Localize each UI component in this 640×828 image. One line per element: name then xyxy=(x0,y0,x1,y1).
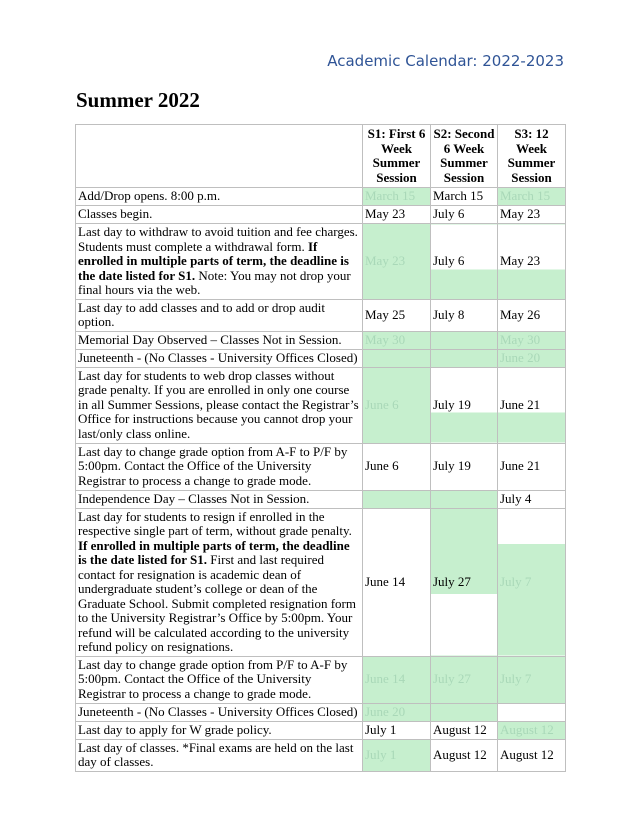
table-row xyxy=(76,206,566,224)
s3-date-cell: May 30 xyxy=(498,331,566,349)
event-text: Last day for students to resign if enrolled in the respective single part of term, without grade penalty. xyxy=(78,508,352,538)
s2-date-cell: August 12 xyxy=(431,739,498,771)
s3-date-cell: August 12 xyxy=(498,721,566,739)
s2-date-cell: July 19 xyxy=(431,443,498,490)
s3-date-cell: June 21 xyxy=(498,443,566,490)
s3-date-cell: May 23 xyxy=(498,224,566,300)
event-cell: Memorial Day Observed – Classes Not in Session. xyxy=(76,331,363,349)
event-bold-note: If enrolled in multiple parts of term, the deadline is the date listed for S1. xyxy=(78,238,349,283)
event-cell: Last day to add classes and to add or drop audit option. xyxy=(76,299,363,331)
s1-date-cell: May 30 xyxy=(363,331,431,349)
event-text: Last day to withdraw to avoid tuition and fee charges. Students must complete a withdrawal form. xyxy=(78,224,358,254)
table-row xyxy=(76,349,566,367)
s3-column-header: S3: 12 Week Summer Session xyxy=(498,125,566,188)
table-row xyxy=(76,508,566,656)
s2-date-cell: July 19 xyxy=(431,367,498,443)
page-title: Summer 2022 xyxy=(76,88,200,112)
s1-date-cell: June 6 xyxy=(363,443,431,490)
s1-date-cell xyxy=(363,349,431,367)
event-cell: Juneteenth - (No Classes - University Offices Closed) xyxy=(76,703,363,721)
s3-date-cell xyxy=(498,703,566,721)
table-row xyxy=(76,224,566,300)
s2-date-cell: July 27 xyxy=(431,656,498,703)
s1-date-cell: June 14 xyxy=(363,656,431,703)
s3-date-cell: July 7 xyxy=(498,508,566,656)
event-cell: Last day of classes. *Final exams are held on the last day of classes. xyxy=(76,739,363,771)
s2-date-cell: August 12 xyxy=(431,721,498,739)
document-header-title: Academic Calendar: 2022-2023 xyxy=(327,52,564,70)
table-row xyxy=(76,703,566,721)
table-header-row xyxy=(76,125,566,188)
event-text: First and last required contact for resignation is academic dean of undergraduate student’s college or dean of the Graduate School. Submit completed resignation form to the University Registrar’s Office by 5:00pm. Your refund will be calculated according to the university refund policy on resignations. xyxy=(78,552,356,654)
s1-column-header: S1: First 6 Week Summer Session xyxy=(363,125,431,188)
table-row xyxy=(76,367,566,443)
event-cell xyxy=(76,508,363,656)
table-row xyxy=(76,188,566,206)
s1-date-cell: May 23 xyxy=(363,206,431,224)
s1-date-cell: July 1 xyxy=(363,739,431,771)
event-cell: Last day to apply for W grade policy. xyxy=(76,721,363,739)
event-cell: Last day to change grade option from P/F to A-F by 5:00pm. Contact the Office of the University Registrar to process a change to grade mode. xyxy=(76,656,363,703)
table-row xyxy=(76,490,566,508)
event-cell: Classes begin. xyxy=(76,206,363,224)
s2-column-header: S2: Second 6 Week Summer Session xyxy=(431,125,498,188)
s3-date-cell: March 15 xyxy=(498,188,566,206)
s2-date-cell xyxy=(431,490,498,508)
s1-date-cell: May 23 xyxy=(363,224,431,300)
table-row xyxy=(76,331,566,349)
summer-calendar-table xyxy=(75,124,566,772)
table-row xyxy=(76,739,566,771)
table-row xyxy=(76,299,566,331)
s2-date-cell xyxy=(431,349,498,367)
s1-date-cell: June 20 xyxy=(363,703,431,721)
s1-date-cell: March 15 xyxy=(363,188,431,206)
s2-date-cell: July 8 xyxy=(431,299,498,331)
event-cell: Independence Day – Classes Not in Session. xyxy=(76,490,363,508)
s2-date-cell xyxy=(431,331,498,349)
table-row xyxy=(76,721,566,739)
s1-date-cell: June 6 xyxy=(363,367,431,443)
event-cell: Juneteenth - (No Classes - University Offices Closed) xyxy=(76,349,363,367)
s1-date-cell: July 1 xyxy=(363,721,431,739)
event-cell: Add/Drop opens. 8:00 p.m. xyxy=(76,188,363,206)
s1-date-cell: June 14 xyxy=(363,508,431,656)
s2-date-cell: July 6 xyxy=(431,206,498,224)
s3-date-cell: June 20 xyxy=(498,349,566,367)
s2-date-cell: July 6 xyxy=(431,224,498,300)
s3-date-cell: July 7 xyxy=(498,656,566,703)
table-row xyxy=(76,443,566,490)
event-cell: Last day to change grade option from A-F to P/F by 5:00pm. Contact the Office of the University Registrar to process a change to grade mode. xyxy=(76,443,363,490)
s2-date-cell xyxy=(431,703,498,721)
s3-date-cell: May 23 xyxy=(498,206,566,224)
s1-date-cell: May 25 xyxy=(363,299,431,331)
s3-date-cell: July 4 xyxy=(498,490,566,508)
s1-date-cell xyxy=(363,490,431,508)
event-cell: Last day for students to web drop classes without grade penalty. If you are enrolled in only one course in all Summer Sessions, please contact the Registrar’s Office for instructions because you cannot drop your last/only class online. xyxy=(76,367,363,443)
event-column-header xyxy=(76,125,363,188)
table-row xyxy=(76,656,566,703)
event-bold-note: If enrolled in multiple parts of term, the deadline is the date listed for S1. xyxy=(78,537,350,567)
s2-date-cell: March 15 xyxy=(431,188,498,206)
s2-date-cell: July 27 xyxy=(431,508,498,656)
s3-date-cell: May 26 xyxy=(498,299,566,331)
event-text: Note: You may not drop your final hours via the web. xyxy=(78,267,351,297)
s3-date-cell: August 12 xyxy=(498,739,566,771)
event-cell xyxy=(76,224,363,300)
s3-date-cell: June 21 xyxy=(498,367,566,443)
